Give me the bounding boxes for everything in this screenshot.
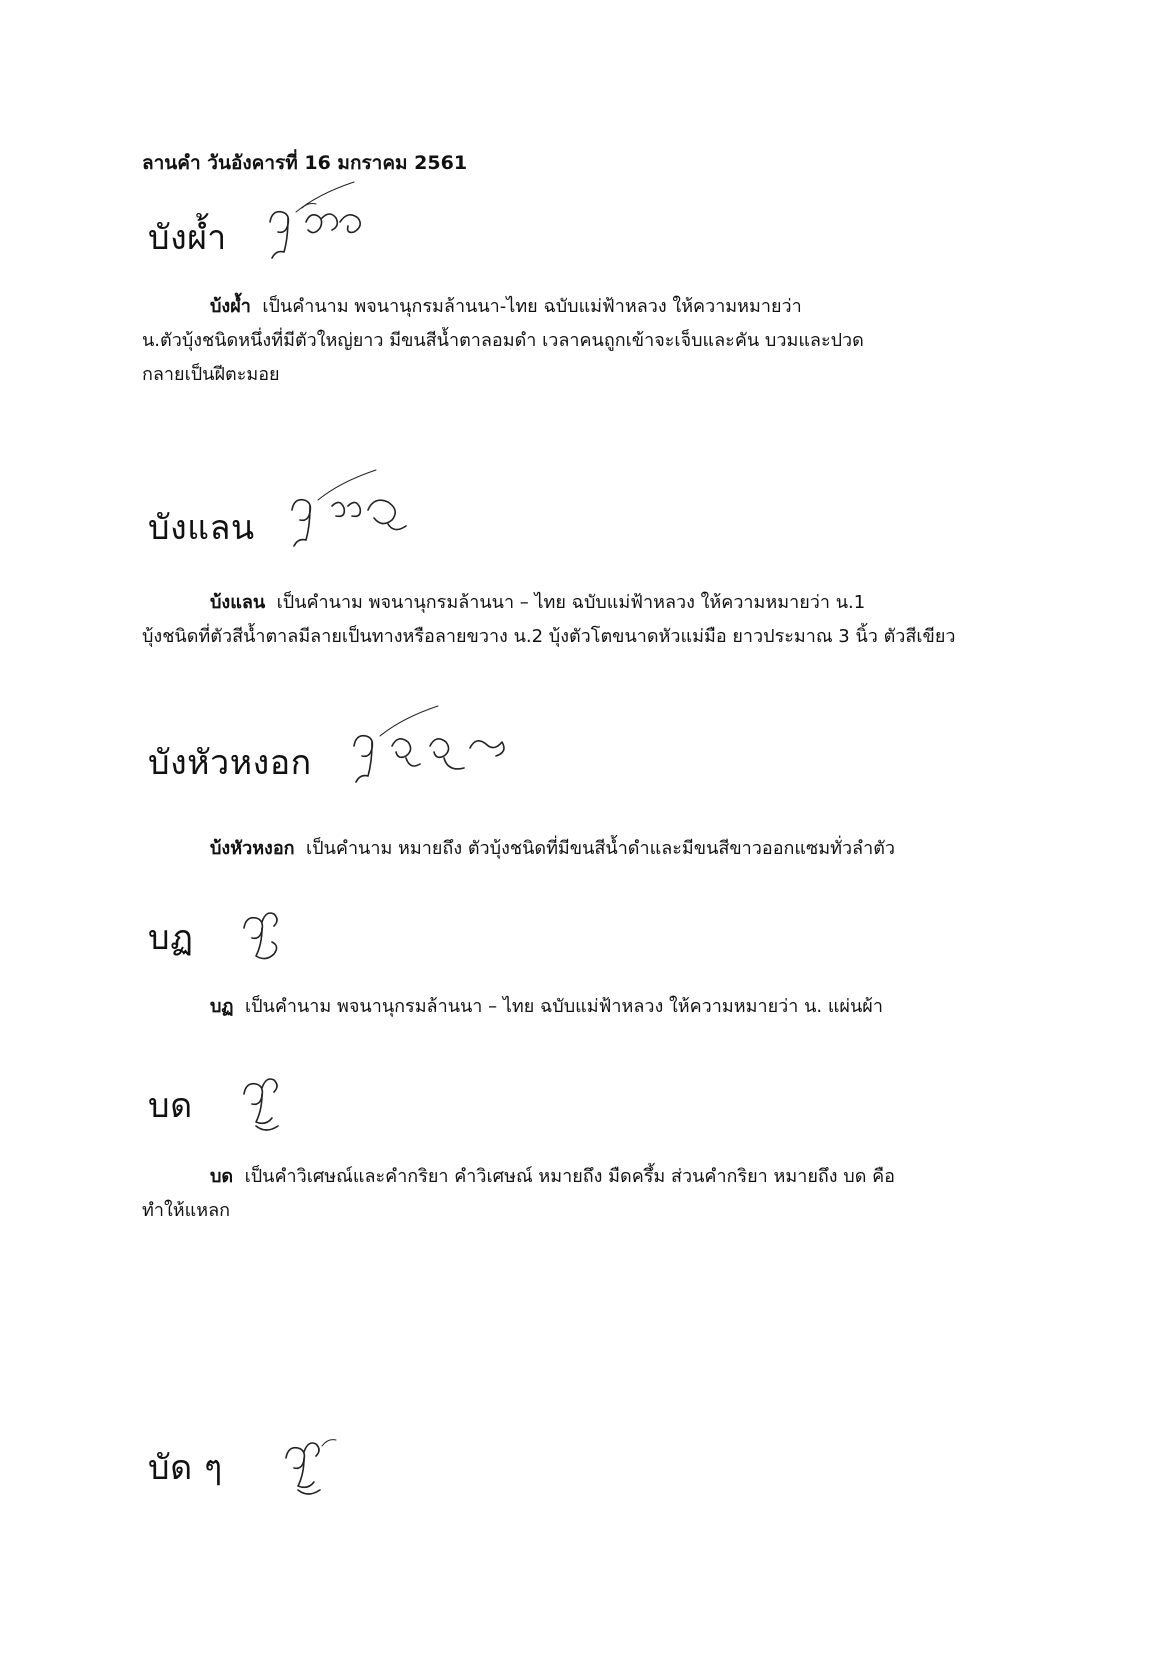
entry-3-term: บ้งหัวหงอก bbox=[210, 838, 295, 859]
headword-1: บังผ้ำ bbox=[148, 218, 227, 258]
entry-2-definition bbox=[142, 586, 1042, 654]
entry-2-term: บ้งแลน bbox=[210, 592, 266, 613]
entry-5-cont1: ทำให้แหลก bbox=[142, 1200, 231, 1221]
lanna-script-bangpham-icon bbox=[262, 178, 372, 268]
entry-4-definition bbox=[142, 990, 1042, 1024]
entry-1-def: เป็นคำนาม พจนานุกรมล้านนา-ไทย ฉบับแม่ฟ้าหลวง ให้ความหมายว่า bbox=[262, 296, 802, 317]
entry-4-term: บฏ bbox=[210, 996, 234, 1017]
headword-4: บฏ bbox=[148, 918, 194, 958]
entry-1-term: บ้งผ้ำ bbox=[210, 296, 251, 317]
entry-5-term: บด bbox=[210, 1166, 234, 1187]
entry-3-definition bbox=[142, 832, 1042, 866]
headword-2: บังแลน bbox=[148, 508, 255, 548]
lanna-script-bod-icon bbox=[236, 1064, 296, 1144]
lanna-script-bat-bat-icon bbox=[278, 1428, 348, 1508]
entry-5-def: เป็นคำวิเศษณ์และคำกริยา คำวิเศษณ์ หมายถึง มืดครึ้ม ส่วนคำกริยา หมายถึง บด คือ bbox=[244, 1166, 895, 1187]
lanna-script-banglaen-icon bbox=[284, 466, 434, 556]
headword-6: บัด ๆ bbox=[148, 1448, 223, 1488]
lanna-script-banghuangok-icon bbox=[346, 702, 526, 797]
entry-1-definition bbox=[142, 290, 1042, 392]
headword-3: บังหัวหงอก bbox=[148, 743, 312, 783]
entry-5-definition bbox=[142, 1160, 1042, 1228]
lanna-script-bot-icon bbox=[236, 898, 296, 968]
entry-4-def: เป็นคำนาม พจนานุกรมล้านนา – ไทย ฉบับแม่ฟ้าหลวง ให้ความหมายว่า น. แผ่นผ้า bbox=[244, 996, 883, 1017]
entry-1-cont1: น.ตัวบุ้งชนิดหนึ่งที่มีตัวใหญ่ยาว มีขนสีน้ำตาลอมดำ เวลาคนถูกเข้าจะเจ็บและคัน บวมและปวด bbox=[142, 330, 864, 351]
page-header: ลานคำ วันอังคารที่ 16 มกราคม 2561 bbox=[142, 152, 468, 174]
entry-1-cont2: กลายเป็นฝีตะมอย bbox=[142, 364, 280, 385]
entry-2-cont1: บุ้งชนิดที่ตัวสีน้ำตาลมีลายเป็นทางหรือลายขวาง น.2 บุ้งตัวโตขนาดหัวแม่มือ ยาวประมาณ 3 นิ้ว ตัวสีเขียว bbox=[142, 626, 956, 647]
entry-2-def: เป็นคำนาม พจนานุกรมล้านนา – ไทย ฉบับแม่ฟ้าหลวง ให้ความหมายว่า น.1 bbox=[276, 592, 866, 613]
headword-5: บด bbox=[148, 1086, 193, 1126]
entry-3-def: เป็นคำนาม หมายถึง ตัวบุ้งชนิดที่มีขนสีน้ำดำและมีขนสีขาวออกแซมทั่วลำตัว bbox=[306, 838, 895, 859]
